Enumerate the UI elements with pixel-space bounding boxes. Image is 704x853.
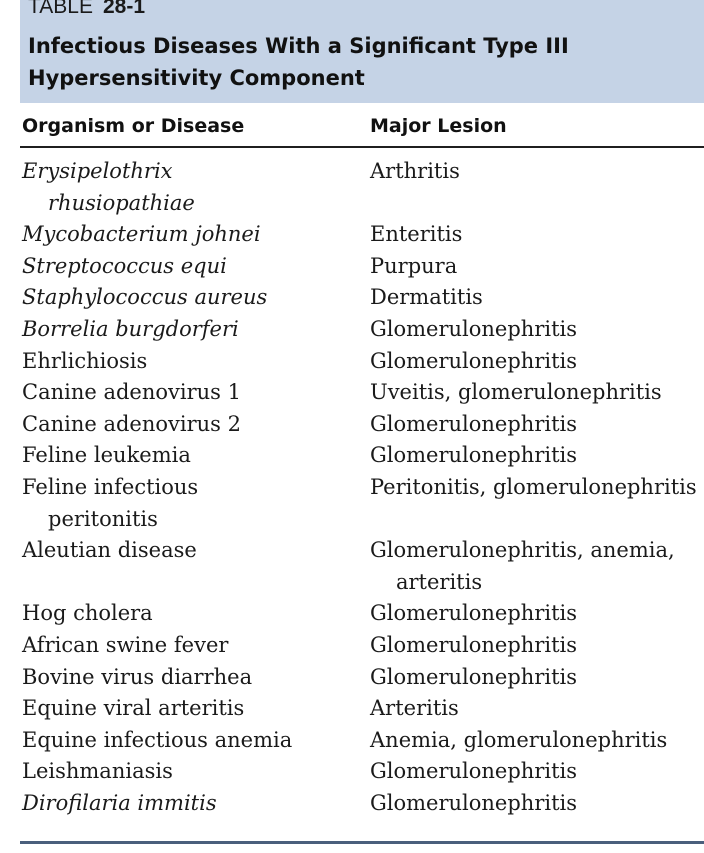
table-row: [20, 630, 704, 662]
lesion-text: Dermatitis: [370, 285, 483, 310]
organism-cell: [22, 219, 261, 251]
table-row: [20, 346, 704, 378]
lesion-text: Glomerulonephritis: [370, 348, 578, 373]
lesion-cell: [370, 251, 457, 283]
table-row: [20, 756, 704, 788]
lesion-text: Glomerulonephritis: [370, 759, 578, 784]
lesion-cell: [370, 346, 577, 378]
lesion-text: Glomerulonephritis: [370, 411, 578, 436]
organism-cell: [22, 377, 241, 409]
lesion-text: Anemia, glomerulonephritis: [370, 727, 668, 752]
organism-text: Dirofilaria immitis: [22, 791, 217, 815]
organism-cell: [22, 156, 195, 219]
lesion-cell: [370, 756, 577, 788]
lesion-text: Uveitis, glomerulonephritis: [370, 380, 662, 405]
organism-text: Bovine virus diarrhea: [22, 664, 253, 689]
organism-text: Canine adenovirus 1: [22, 380, 241, 405]
lesion-text: Glomerulonephritis: [370, 664, 578, 689]
lesion-cell: [370, 472, 697, 504]
organism-text: Aleutian disease: [22, 538, 197, 563]
table-row: [20, 535, 704, 598]
table-header-band: [20, 0, 704, 103]
lesion-cell: [370, 598, 577, 630]
table-row: [20, 377, 704, 409]
organism-text: rhusiopathiae: [48, 190, 195, 215]
table-label-word: TABLE: [28, 0, 93, 18]
table-row: [20, 409, 704, 441]
organism-cell: [22, 788, 217, 820]
lesion-cell: [370, 440, 577, 472]
organism-cell: [22, 598, 153, 630]
lesion-cell: [370, 693, 459, 725]
lesion-cell: [370, 314, 577, 346]
lesion-text: arteritis: [396, 569, 483, 594]
table-row: [20, 314, 704, 346]
organism-text: Ehrlichiosis: [22, 348, 148, 373]
organism-text: Feline infectious: [22, 475, 199, 499]
organism-text: Erysipelothrix: [22, 159, 173, 183]
table-row: [20, 219, 704, 251]
lesion-cell: [370, 282, 483, 314]
organism-text: Borrelia burgdorferi: [22, 317, 239, 341]
lesion-text: Purpura: [370, 253, 458, 278]
lesion-text: Glomerulonephritis: [370, 317, 578, 341]
organism-cell: [22, 693, 244, 725]
lesion-text: Arthritis: [370, 159, 460, 183]
organism-text: African swine fever: [22, 633, 229, 657]
lesion-cell: [370, 409, 577, 441]
organism-text: Streptococcus equi: [22, 253, 227, 278]
lesion-text: Peritonitis, glomerulonephritis: [370, 475, 697, 499]
lesion-text: Glomerulonephritis: [370, 443, 578, 468]
lesion-text: Glomerulonephritis: [370, 791, 578, 815]
organism-cell: [22, 725, 292, 757]
organism-cell: [22, 409, 241, 441]
table-label: [28, 0, 145, 19]
table-row: [20, 693, 704, 725]
lesion-cell: [370, 725, 667, 757]
organism-text: Canine adenovirus 2: [22, 411, 241, 436]
table-row: [20, 788, 704, 820]
table-row: [20, 472, 704, 535]
lesion-cell: [370, 630, 577, 662]
lesion-cell: [370, 788, 577, 820]
column-headers: [20, 114, 704, 148]
organism-cell: [22, 756, 173, 788]
table-row: [20, 725, 704, 757]
organism-cell: [22, 282, 267, 314]
lesion-cell: [370, 219, 462, 251]
table-bottom-rule: [20, 841, 704, 844]
lesion-text: Enteritis: [370, 222, 463, 247]
organism-cell: [22, 346, 147, 378]
table-row: [20, 282, 704, 314]
organism-text: peritonitis: [48, 506, 158, 531]
organism-text: Mycobacterium johnei: [22, 222, 261, 247]
table-row: [20, 440, 704, 472]
table-title: Infectious Diseases With a Significant Type III Hypersensitivity Component: [28, 34, 569, 90]
lesion-text: Glomerulonephritis: [370, 633, 578, 657]
organism-cell: [22, 251, 227, 283]
organism-cell: [22, 535, 197, 567]
table-row: [20, 598, 704, 630]
table-row: [20, 251, 704, 283]
organism-text: Feline leukemia: [22, 443, 191, 468]
organism-text: Hog cholera: [22, 601, 153, 626]
lesion-cell: [370, 535, 675, 598]
organism-cell: [22, 440, 191, 472]
lesion-text: Arteritis: [370, 696, 459, 721]
lesion-text: Glomerulonephritis: [370, 601, 578, 626]
organism-text: Equine viral arteritis: [22, 696, 245, 721]
table-number: 28-1: [102, 0, 145, 18]
lesion-text: Glomerulonephritis, anemia,: [370, 538, 675, 563]
organism-text: Staphylococcus aureus: [22, 285, 268, 310]
column-header-organism: Organism or Disease: [22, 115, 245, 137]
lesion-cell: [370, 662, 577, 694]
organism-cell: [22, 314, 239, 346]
organism-text: Leishmaniasis: [22, 759, 173, 784]
lesion-cell: [370, 377, 662, 409]
column-header-lesion: Major Lesion: [370, 115, 507, 137]
organism-cell: [22, 662, 252, 694]
lesion-cell: [370, 156, 460, 188]
table-row: [20, 662, 704, 694]
table-row: [20, 156, 704, 219]
organism-text: Equine infectious anemia: [22, 727, 293, 752]
organism-cell: [22, 472, 198, 535]
organism-cell: [22, 630, 228, 662]
